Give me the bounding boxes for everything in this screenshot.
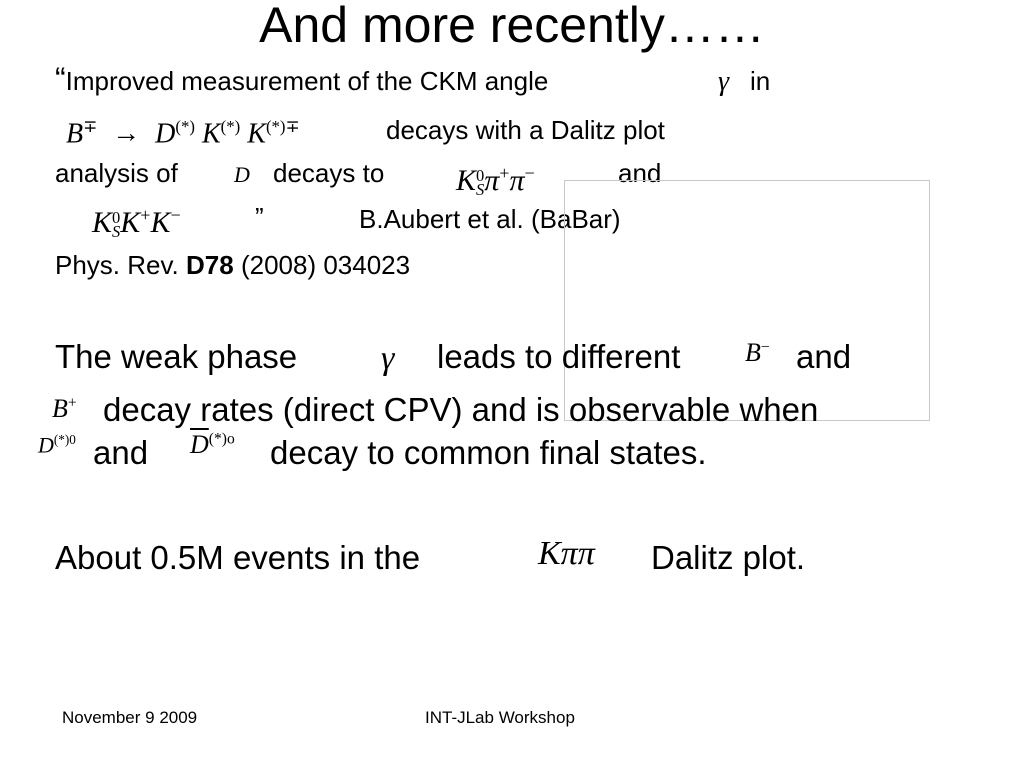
footer-event: INT-JLab Workshop bbox=[425, 708, 575, 727]
body-weak-phase: The weak phase bbox=[55, 338, 298, 375]
citation-line-1 bbox=[55, 61, 549, 97]
body-and-2: and bbox=[93, 434, 149, 471]
footer-date: November 9 2009 bbox=[62, 708, 198, 727]
math-kpipi: Kππ bbox=[538, 535, 595, 572]
math-b-minus: B− bbox=[745, 338, 770, 367]
citation-and: and bbox=[618, 158, 662, 188]
open-quote: “ bbox=[55, 61, 66, 97]
figure-frame bbox=[564, 180, 930, 421]
body-and-1: and bbox=[796, 338, 852, 375]
citation-decays-dalitz: decays with a Dalitz plot bbox=[386, 115, 665, 145]
body-leads-to: leads to different bbox=[437, 338, 681, 375]
citation-title-text: Improved measurement of the CKM angle bbox=[65, 66, 549, 96]
math-b-to-dkk: B∓ → D(*) K(*) K(*)∓ bbox=[66, 117, 300, 150]
math-ks-k-k: K 0 S K+K− bbox=[92, 205, 181, 242]
body-decay-rates: decay rates (direct CPV) and is observable when bbox=[103, 391, 819, 428]
body-dalitz: Dalitz plot. bbox=[651, 539, 806, 576]
math-gamma-1: γ bbox=[718, 66, 730, 97]
math-b-plus: B+ bbox=[52, 394, 77, 423]
body-common-final: decay to common final states. bbox=[270, 434, 707, 471]
citation-analysis-of: analysis of bbox=[55, 158, 178, 188]
math-d-star-0: $D^{(*)0}$ bbox=[38, 432, 76, 458]
citation-in: in bbox=[750, 66, 771, 96]
close-quote: ” bbox=[255, 202, 264, 232]
math-d: D bbox=[234, 162, 250, 187]
math-gamma-2: γ bbox=[381, 340, 395, 377]
citation-authors: B.Aubert et al. (BaBar) bbox=[359, 204, 621, 234]
math-dbar-star-o: $\overline{D}^{(*)o}$ bbox=[190, 430, 235, 459]
citation-journal-line: Phys. Rev. D78 (2008) 034023 bbox=[55, 250, 411, 280]
citation-decays-to: decays to bbox=[273, 158, 385, 188]
slide-title: And more recently…… bbox=[259, 0, 765, 53]
math-ks-pi-pi: K 0 S π+π− bbox=[456, 163, 535, 200]
body-about: About 0.5M events in the bbox=[55, 539, 421, 576]
